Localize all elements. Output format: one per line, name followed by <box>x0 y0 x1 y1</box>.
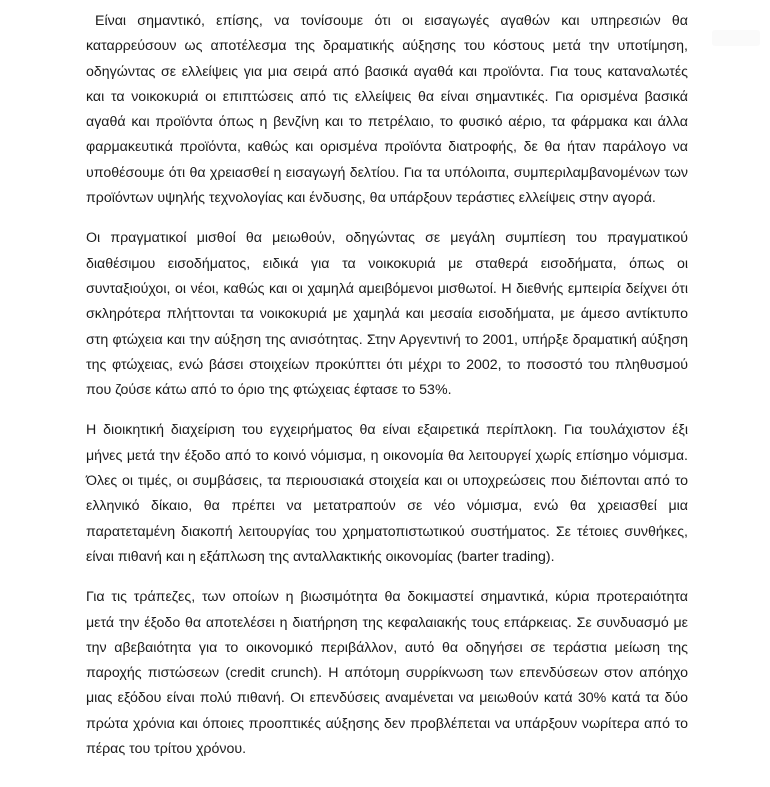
paragraph-real-wages: Οι πραγματικοί μισθοί θα μειωθούν, οδηγώντας σε μεγάλη συμπίεση του πραγματικού διαθέσιμου εισοδήματος, ειδικά για τα νοικοκυριά με σταθερά εισοδήματα, όπως οι συνταξιούχοι, οι νέοι, καθώς και οι χαμηλά αμειβόμενοι μισθωτοί. Η διεθνής εμπειρία δείχνει ότι σκληρότερα πλήττονται τα νοικοκυριά με χαμηλά και μεσαία εισοδήματα, με άμεσο αντίκτυπο στη φτώχεια και την αύξηση της ανισότητας. Στην Αργεντινή το 2001, υπήρξε δραματική αύξηση της φτώχειας, ενώ βάσει στοιχείων προκύπτει ότι μέχρι το 2002, το ποσοστό του πληθυσμού που ζούσε κάτω από το όριο της φτώχειας έφτασε το 53%. <box>86 230 688 399</box>
document-body <box>86 9 688 777</box>
paragraph-banks: Για τις τράπεζες, των οποίων η βιωσιμότητα θα δοκιμαστεί σημαντικά, κύρια προτεραιότητα μετά την έξοδο θα αποτελέσει η διατήρηση της κεφαλαιακής τους επάρκειας. Σε συνδυασμό με την αβεβαιότητα για το οικονομικό περιβάλλον, αυτό θα οδηγήσει σε τεράστια μείωση της παροχής πιστώσεων (credit crunch). Η απότομη συρρίκνωση των επενδύσεων στον απόηχο μιας εξόδου είναι πολύ πιθανή. Οι επενδύσεις αναμένεται να μειωθούν κατά 30% κατά τα δύο πρώτα χρόνια και όποιες προοπτικές αύξησης δεν προβλέπεται να υπάρξουν νωρίτερα από το πέρας του τρίτου χρόνου. <box>86 589 688 758</box>
watermark <box>712 30 760 46</box>
paragraph-administrative-management: Η διοικητική διαχείριση του εγχειρήματος θα είναι εξαιρετικά περίπλοκη. Για τουλάχιστον έξι μήνες μετά την έξοδο από το κοινό νόμισμα, η οικονομία θα λειτουργεί χωρίς επίσημο νόμισμα. Όλες οι τιμές, οι συμβάσεις, τα περιουσιακά στοιχεία και οι υποχρεώσεις που διέπονται από το ελληνικό δίκαιο, θα πρέπει να μετατραπούν σε νέο νόμισμα, ενώ θα χρειασθεί μια παρατεταμένη διακοπή λειτουργίας του χρηματοπιστωτικού συστήματος. Σε τέτοιες συνθήκες, είναι πιθανή και η εξάπλωση της ανταλλακτικής οικονομίας (barter trading). <box>86 422 688 565</box>
paragraph-import-shortages: Είναι σημαντικό, επίσης, να τονίσουμε ότι οι εισαγωγές αγαθών και υπηρεσιών θα καταρρεύσουν ως αποτέλεσμα της δραματικής αύξησης του κόστους μετά την υποτίμηση, οδηγώντας σε ελλείψεις για μια σειρά από βασικά αγαθά και προϊόντα. Για τους καταναλωτές και τα νοικοκυριά οι επιπτώσεις από τις ελλείψεις θα είναι σημαντικές. Για ορισμένα βασικά αγαθά και προϊόντα όπως η βενζίνη και το πετρέλαιο, το φυσικό αέριο, τα φάρμακα και άλλα φαρμακευτικά προϊόντα, καθώς και ορισμένα προϊόντα διατροφής, δε θα ήταν παράλογο να υποθέσουμε ότι θα χρειασθεί η εισαγωγή δελτίου. Για τα υπόλοιπα, συμπεριλαμβανομένων των προϊόντων υψηλής τεχνολογίας και ένδυσης, θα υπάρξουν τεράστιες ελλείψεις στην αγορά. <box>86 13 688 207</box>
